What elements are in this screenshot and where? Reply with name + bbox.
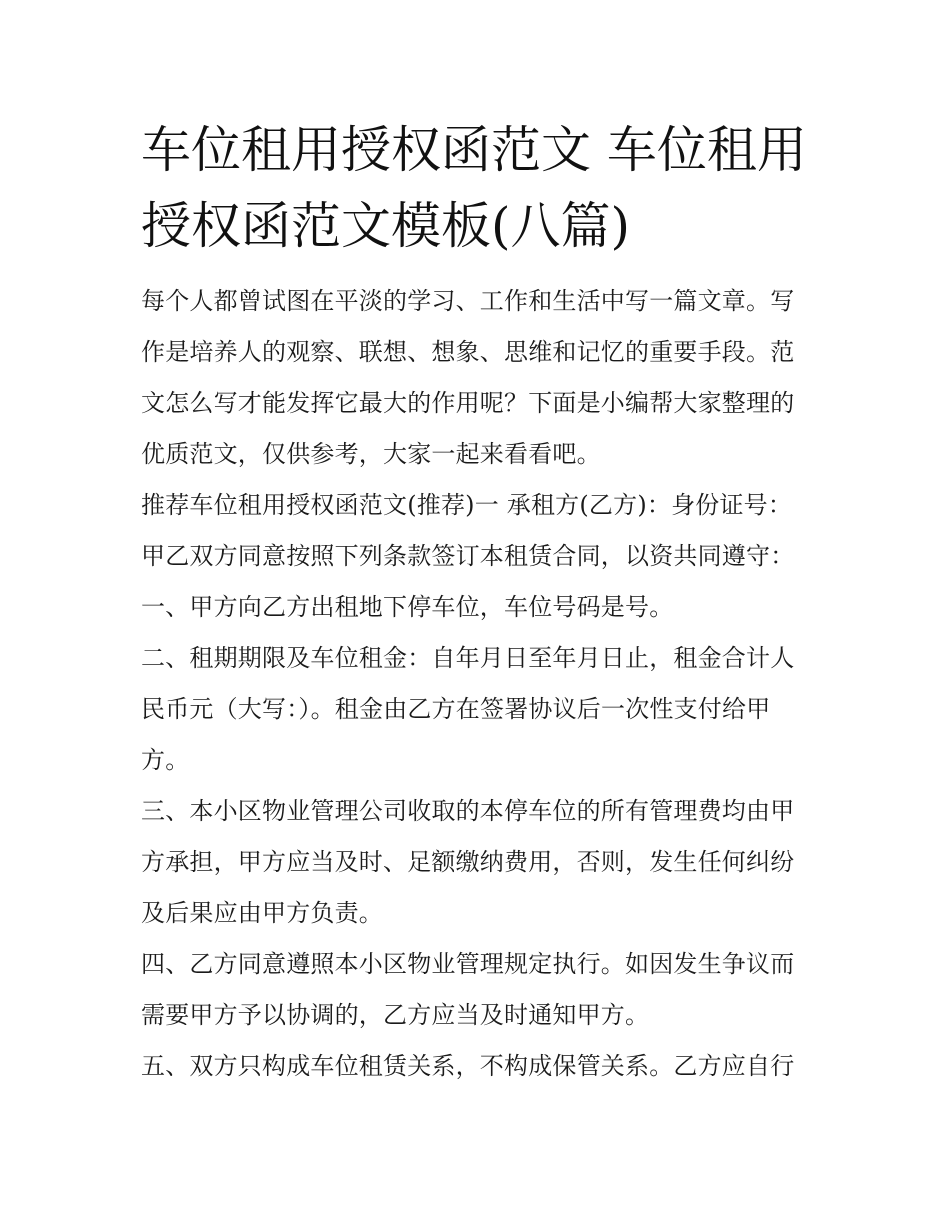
paragraph-clause-2: 二、租期期限及车位租金：自年月日至年月日止，租金合计人民币元（大写：）。租金由乙方在签署协议后一次性支付给甲方。 bbox=[141, 644, 795, 774]
paragraph-list bbox=[141, 276, 813, 1092]
paragraph-clause-5: 五、双方只构成车位租赁关系，不构成保管关系。乙方应自行 bbox=[141, 1052, 795, 1080]
document-title: 车位租用授权函范文 车位租用授权函范文模板(八篇) bbox=[141, 121, 807, 255]
paragraph-agreement: 甲乙双方同意按照下列条款签订本租赁合同，以资共同遵守： bbox=[141, 542, 795, 570]
document-body bbox=[141, 112, 813, 1092]
paragraph-heading: 推荐车位租用授权函范文(推荐)一 承租方(乙方)：身份证号： bbox=[141, 491, 793, 519]
paragraph-clause-1: 一、甲方向乙方出租地下停车位，车位号码是号。 bbox=[141, 593, 674, 621]
paragraph-intro: 每个人都曾试图在平淡的学习、工作和生活中写一篇文章。写作是培养人的观察、联想、想象、思维和记忆的重要手段。范文怎么写才能发挥它最大的作用呢？下面是小编帮大家整理的优质范文，仅供参考，大家一起来看看吧。 bbox=[141, 287, 795, 468]
paragraph-clause-4: 四、乙方同意遵照本小区物业管理规定执行。如因发生争议而需要甲方予以协调的，乙方应当及时通知甲方。 bbox=[141, 950, 795, 1029]
paragraph-clause-3: 三、本小区物业管理公司收取的本停车位的所有管理费均由甲方承担，甲方应当及时、足额缴纳费用，否则，发生任何纠纷及后果应由甲方负责。 bbox=[141, 797, 795, 927]
